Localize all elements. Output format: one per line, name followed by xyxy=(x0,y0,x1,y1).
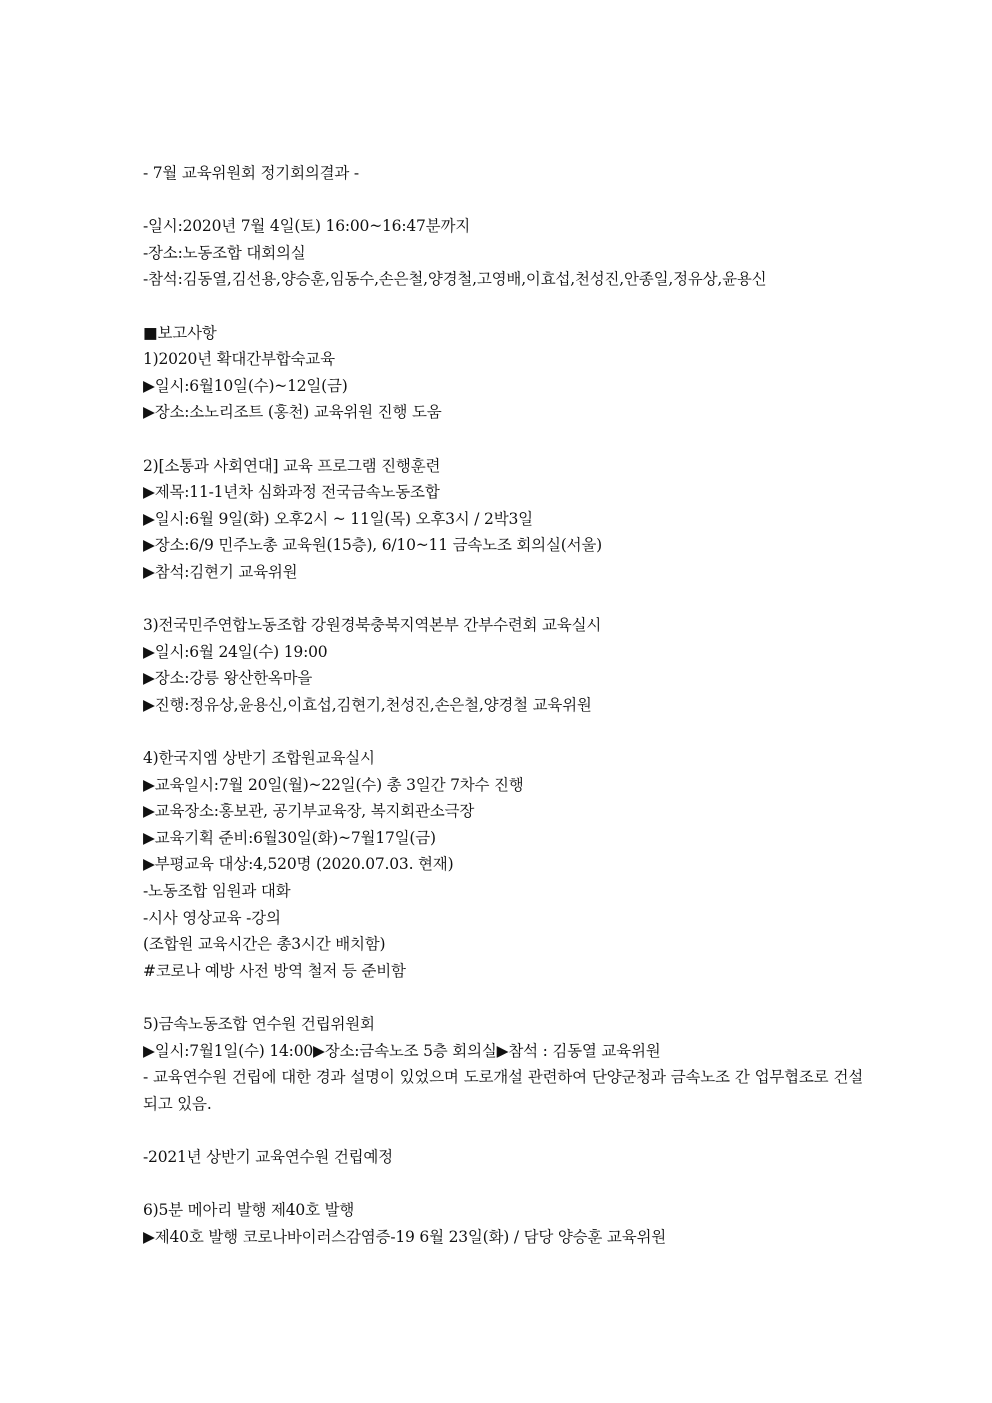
item-2-title: 2)[소통과 사회연대] 교육 프로그램 진행훈련 xyxy=(143,456,441,475)
item-1-place: ▶장소:소노리조트 (홍천) 교육위원 진행 도움 xyxy=(143,403,442,422)
document-title: - 7월 교육위원회 정기회의결과 - xyxy=(143,164,359,182)
spacer xyxy=(143,586,863,613)
item-5-title: 5)금속노동조합 연수원 건립위원회 xyxy=(143,1015,375,1033)
item-4-planning: ▶교육기획 준비:6월30일(화)~7월17일(금) xyxy=(143,828,436,847)
item-4-program-1: -노동조합 임원과 대화 xyxy=(143,882,291,901)
item-2-subject: ▶제목:11-1년차 심화과정 전국금속노동조합 xyxy=(143,483,440,502)
spacer xyxy=(143,293,863,320)
spacer xyxy=(143,426,863,453)
item-1-title: 1)2020년 확대간부합숙교육 xyxy=(143,350,335,369)
item-1-date: ▶일시:6월10일(수)~12일(금) xyxy=(143,376,348,395)
item-4-date: ▶교육일시:7월 20일(월)~22일(수) 총 3일간 7차수 진행 xyxy=(143,775,524,794)
meeting-attendees: -참석:김동열,김선용,양승훈,임동수,손은철,양경철,고영배,이효섭,천성진,안종일,정유상,윤용신 xyxy=(143,270,767,289)
item-3-title: 3)전국민주연합노동조합 강원경북충북지역본부 간부수련회 교육실시 xyxy=(143,616,602,635)
item-5-details: ▶일시:7월1일(수) 14:00▶장소:금속노조 5층 회의실▶참석 : 김동열 교육위원 xyxy=(143,1041,661,1060)
item-4-target: ▶부평교육 대상:4,520명 (2020.07.03. 현재) xyxy=(143,855,454,874)
item-4-duration-note: (조합원 교육시간은 총3시간 배치함) xyxy=(143,935,386,954)
spacer xyxy=(143,1171,863,1198)
report-heading: ■보고사항 xyxy=(143,323,217,342)
item-6-title: 6)5분 메아리 발행 제40호 발행 xyxy=(143,1201,355,1220)
item-2-attendee: ▶참석:김현기 교육위원 xyxy=(143,562,298,581)
item-5-note: -2021년 상반기 교육연수원 건립예정 xyxy=(143,1147,393,1166)
item-2-date: ▶일시:6월 9일(화) 오후2시 ~ 11일(목) 오후3시 / 2박3일 xyxy=(143,509,533,528)
spacer xyxy=(143,1117,863,1144)
item-3-date: ▶일시:6월 24일(수) 19:00 xyxy=(143,642,328,661)
item-4-program-2: -시사 영상교육 -강의 xyxy=(143,908,281,927)
meeting-date: -일시:2020년 7월 4일(토) 16:00~16:47분까지 xyxy=(143,217,470,236)
spacer xyxy=(143,984,863,1011)
item-2-place: ▶장소:6/9 민주노총 교육원(15층), 6/10~11 금속노조 회의실(서울) xyxy=(143,536,602,555)
item-4-title: 4)한국지엠 상반기 조합원교육실시 xyxy=(143,749,375,768)
meeting-place: -장소:노동조합 대회의실 xyxy=(143,243,306,262)
item-3-facilitators: ▶진행:정유상,윤용신,이효섭,김현기,천성진,손은철,양경철 교육위원 xyxy=(143,695,592,714)
spacer xyxy=(143,187,863,214)
item-4-covid-note: #코로나 예방 사전 방역 철저 등 준비함 xyxy=(143,961,406,980)
item-3-place: ▶장소:강릉 왕산한옥마을 xyxy=(143,669,313,688)
document-page xyxy=(143,160,863,1250)
item-5-paragraph: - 교육연수원 건립에 대한 경과 설명이 있었으며 도로개설 관련하여 단양군청과 금속노조 간 업무협조로 건설되고 있음. xyxy=(143,1068,863,1113)
item-4-place: ▶교육장소:홍보관, 공기부교육장, 복지회관소극장 xyxy=(143,802,475,821)
item-6-details: ▶제40호 발행 코로나바이러스감염증-19 6월 23일(화) / 담당 양승훈 교육위원 xyxy=(143,1227,667,1246)
spacer xyxy=(143,718,863,745)
